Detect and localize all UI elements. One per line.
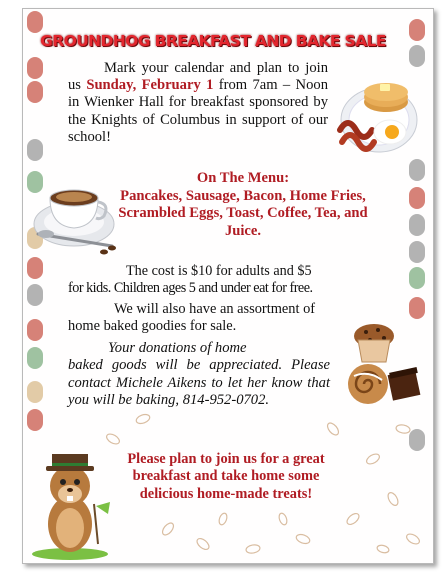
menu-heading: On The Menu: xyxy=(196,170,290,186)
bake-sale-line-1: We will also have an assortment of xyxy=(114,301,316,317)
intro-text-2: from 7am – Noon in Wienker Hall for breakfast sponsored by the Knights of Columbus in support of our school! xyxy=(68,77,328,145)
cost-paragraph xyxy=(68,263,380,297)
cost-line-2: for kids. Children ages 5 and under eat for free. xyxy=(68,280,313,297)
bake-sale-line-2: home baked goodies for sale. xyxy=(68,318,237,335)
coffee-cup-image xyxy=(32,176,120,260)
menu-section xyxy=(118,170,368,240)
intro-text-1: Mark your calendar and plan to join us xyxy=(68,60,328,94)
event-date: Sunday, February 1 xyxy=(86,77,214,94)
baked-goods-image xyxy=(334,322,422,414)
groundhog-icon xyxy=(30,444,116,560)
menu-items: Pancakes, Sausage, Bacon, Home Fries, Scrambled Eggs, Toast, Coffee, Tea, and Juice. xyxy=(118,187,368,239)
pancake-breakfast-plate-image xyxy=(334,70,420,158)
intro-paragraph xyxy=(68,60,328,146)
donations-first: Your donations of home xyxy=(108,340,247,356)
closing-message: Please plan to join us for a great breakfast and take home some delicious home-made treats! xyxy=(127,451,325,502)
flyer-title: GROUNDHOG BREAKFAST AND BAKE SALE xyxy=(40,32,386,50)
donations-paragraph xyxy=(68,340,330,410)
donations-rest: baked goods will be appreciated. Please contact Michele Aikens to let her know that you will be baking, 814-952-0702. xyxy=(68,357,330,409)
cost-line-1: The cost is $10 for adults and $5 xyxy=(126,263,312,279)
